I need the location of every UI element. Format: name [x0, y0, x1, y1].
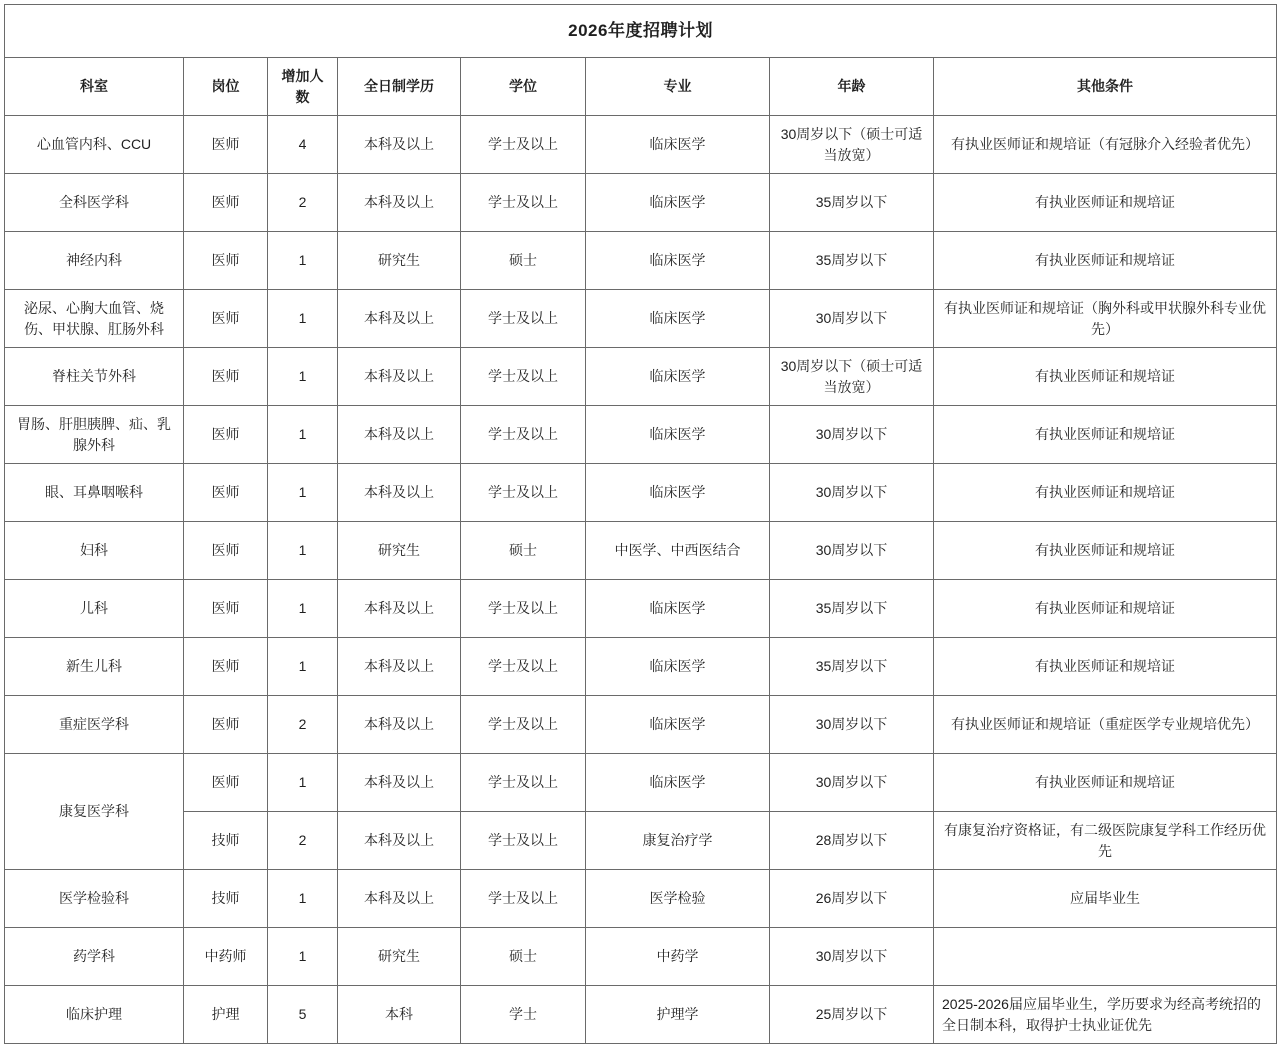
- cell-major: 临床医学: [586, 580, 770, 638]
- cell-degree: 学士及以上: [461, 116, 586, 174]
- cell-other: 有执业医师证和规培证: [934, 754, 1277, 812]
- table-row: [5, 348, 1277, 406]
- column-header-degree: 学位: [461, 58, 586, 116]
- cell-department: 全科医学科: [5, 174, 184, 232]
- cell-major: 临床医学: [586, 754, 770, 812]
- column-header-education: 全日制学历: [338, 58, 461, 116]
- cell-age: 30周岁以下: [770, 290, 934, 348]
- cell-major: 临床医学: [586, 696, 770, 754]
- cell-major: 中药学: [586, 928, 770, 986]
- cell-other: 有执业医师证和规培证（重症医学专业规培优先）: [934, 696, 1277, 754]
- table-row: [5, 696, 1277, 754]
- cell-education: 本科及以上: [338, 174, 461, 232]
- cell-degree: 硕士: [461, 522, 586, 580]
- cell-position: 医师: [184, 754, 268, 812]
- cell-position: 技师: [184, 870, 268, 928]
- cell-headcount: 1: [268, 348, 338, 406]
- cell-education: 本科及以上: [338, 406, 461, 464]
- table-row: [5, 174, 1277, 232]
- cell-age: 30周岁以下: [770, 928, 934, 986]
- cell-department: 儿科: [5, 580, 184, 638]
- cell-degree: 学士及以上: [461, 464, 586, 522]
- cell-headcount: 1: [268, 232, 338, 290]
- cell-age: 30周岁以下: [770, 464, 934, 522]
- cell-headcount: 4: [268, 116, 338, 174]
- cell-education: 本科: [338, 986, 461, 1044]
- cell-education: 本科及以上: [338, 696, 461, 754]
- cell-department: 临床护理: [5, 986, 184, 1044]
- cell-other: 有执业医师证和规培证: [934, 638, 1277, 696]
- cell-major: 中医学、中西医结合: [586, 522, 770, 580]
- cell-age: 30周岁以下: [770, 522, 934, 580]
- cell-position: 医师: [184, 464, 268, 522]
- cell-other: 有执业医师证和规培证（有冠脉介入经验者优先）: [934, 116, 1277, 174]
- cell-age: 25周岁以下: [770, 986, 934, 1044]
- cell-major: 临床医学: [586, 406, 770, 464]
- cell-department: 康复医学科: [5, 754, 184, 870]
- cell-department: 眼、耳鼻咽喉科: [5, 464, 184, 522]
- cell-other: 应届毕业生: [934, 870, 1277, 928]
- cell-position: 医师: [184, 174, 268, 232]
- cell-degree: 学士及以上: [461, 348, 586, 406]
- column-header-position: 岗位: [184, 58, 268, 116]
- cell-age: 30周岁以下: [770, 696, 934, 754]
- cell-major: 临床医学: [586, 174, 770, 232]
- cell-major: 医学检验: [586, 870, 770, 928]
- cell-department: 重症医学科: [5, 696, 184, 754]
- cell-position: 护理: [184, 986, 268, 1044]
- cell-degree: 学士及以上: [461, 696, 586, 754]
- cell-education: 研究生: [338, 928, 461, 986]
- table-row: [5, 290, 1277, 348]
- cell-age: 35周岁以下: [770, 174, 934, 232]
- cell-position: 医师: [184, 696, 268, 754]
- cell-headcount: 1: [268, 638, 338, 696]
- cell-degree: 硕士: [461, 928, 586, 986]
- table-row: [5, 754, 1277, 812]
- cell-education: 本科及以上: [338, 116, 461, 174]
- cell-major: 康复治疗学: [586, 812, 770, 870]
- cell-other: 有康复治疗资格证，有二级医院康复学科工作经历优先: [934, 812, 1277, 870]
- cell-education: 本科及以上: [338, 754, 461, 812]
- cell-headcount: 2: [268, 174, 338, 232]
- cell-age: 35周岁以下: [770, 638, 934, 696]
- column-header-department: 科室: [5, 58, 184, 116]
- table-row: [5, 580, 1277, 638]
- cell-education: 本科及以上: [338, 580, 461, 638]
- cell-headcount: 1: [268, 870, 338, 928]
- cell-position: 医师: [184, 638, 268, 696]
- cell-position: 医师: [184, 580, 268, 638]
- cell-other: 有执业医师证和规培证: [934, 348, 1277, 406]
- column-header-age: 年龄: [770, 58, 934, 116]
- header-row: [5, 58, 1277, 116]
- cell-age: 28周岁以下: [770, 812, 934, 870]
- cell-degree: 学士及以上: [461, 754, 586, 812]
- cell-position: 技师: [184, 812, 268, 870]
- cell-major: 临床医学: [586, 464, 770, 522]
- cell-headcount: 2: [268, 696, 338, 754]
- cell-position: 中药师: [184, 928, 268, 986]
- cell-education: 研究生: [338, 232, 461, 290]
- cell-education: 本科及以上: [338, 812, 461, 870]
- cell-major: 护理学: [586, 986, 770, 1044]
- table-row: [5, 406, 1277, 464]
- cell-major: 临床医学: [586, 638, 770, 696]
- table-title: 2026年度招聘计划: [5, 5, 1277, 58]
- cell-age: 30周岁以下（硕士可适当放宽）: [770, 348, 934, 406]
- cell-degree: 学士及以上: [461, 580, 586, 638]
- cell-age: 30周岁以下（硕士可适当放宽）: [770, 116, 934, 174]
- cell-headcount: 1: [268, 464, 338, 522]
- cell-age: 26周岁以下: [770, 870, 934, 928]
- cell-position: 医师: [184, 290, 268, 348]
- cell-education: 本科及以上: [338, 348, 461, 406]
- cell-degree: 学士及以上: [461, 406, 586, 464]
- cell-position: 医师: [184, 232, 268, 290]
- cell-position: 医师: [184, 522, 268, 580]
- cell-major: 临床医学: [586, 290, 770, 348]
- cell-major: 临床医学: [586, 116, 770, 174]
- title-row: [5, 5, 1277, 58]
- table-row: [5, 870, 1277, 928]
- cell-other: 有执业医师证和规培证: [934, 580, 1277, 638]
- cell-position: 医师: [184, 116, 268, 174]
- cell-department: 神经内科: [5, 232, 184, 290]
- cell-department: 医学检验科: [5, 870, 184, 928]
- cell-degree: 学士及以上: [461, 870, 586, 928]
- cell-headcount: 1: [268, 406, 338, 464]
- cell-education: 本科及以上: [338, 638, 461, 696]
- recruitment-plan-table: [4, 4, 1277, 1044]
- cell-headcount: 1: [268, 580, 338, 638]
- cell-degree: 硕士: [461, 232, 586, 290]
- column-header-other: 其他条件: [934, 58, 1277, 116]
- cell-age: 35周岁以下: [770, 580, 934, 638]
- table-row: [5, 638, 1277, 696]
- cell-position: 医师: [184, 406, 268, 464]
- cell-age: 35周岁以下: [770, 232, 934, 290]
- cell-other: 有执业医师证和规培证: [934, 174, 1277, 232]
- cell-headcount: 1: [268, 754, 338, 812]
- cell-position: 医师: [184, 348, 268, 406]
- cell-degree: 学士: [461, 986, 586, 1044]
- cell-department: 妇科: [5, 522, 184, 580]
- cell-degree: 学士及以上: [461, 638, 586, 696]
- cell-department: 新生儿科: [5, 638, 184, 696]
- table-row: [5, 986, 1277, 1044]
- cell-other: 有执业医师证和规培证: [934, 522, 1277, 580]
- cell-education: 本科及以上: [338, 870, 461, 928]
- cell-department: 心血管内科、CCU: [5, 116, 184, 174]
- column-header-headcount: 增加人数: [268, 58, 338, 116]
- column-header-major: 专业: [586, 58, 770, 116]
- cell-headcount: 1: [268, 290, 338, 348]
- table-row: [5, 232, 1277, 290]
- cell-department: 脊柱关节外科: [5, 348, 184, 406]
- cell-headcount: 1: [268, 522, 338, 580]
- cell-department: 药学科: [5, 928, 184, 986]
- cell-age: 30周岁以下: [770, 406, 934, 464]
- table-row: [5, 116, 1277, 174]
- cell-education: 本科及以上: [338, 464, 461, 522]
- cell-other: [934, 928, 1277, 986]
- cell-degree: 学士及以上: [461, 290, 586, 348]
- table-row: [5, 928, 1277, 986]
- table-row: [5, 812, 1277, 870]
- cell-other: 有执业医师证和规培证: [934, 406, 1277, 464]
- cell-other: 有执业医师证和规培证（胸外科或甲状腺外科专业优先）: [934, 290, 1277, 348]
- cell-education: 本科及以上: [338, 290, 461, 348]
- cell-other: 2025-2026届应届毕业生，学历要求为经高考统招的全日制本科，取得护士执业证优先: [934, 986, 1277, 1044]
- cell-other: 有执业医师证和规培证: [934, 232, 1277, 290]
- cell-other: 有执业医师证和规培证: [934, 464, 1277, 522]
- cell-headcount: 5: [268, 986, 338, 1044]
- cell-degree: 学士及以上: [461, 812, 586, 870]
- cell-headcount: 2: [268, 812, 338, 870]
- cell-headcount: 1: [268, 928, 338, 986]
- table-row: [5, 522, 1277, 580]
- cell-department: 胃肠、肝胆胰脾、疝、乳腺外科: [5, 406, 184, 464]
- cell-age: 30周岁以下: [770, 754, 934, 812]
- cell-degree: 学士及以上: [461, 174, 586, 232]
- cell-education: 研究生: [338, 522, 461, 580]
- table-row: [5, 464, 1277, 522]
- cell-department: 泌尿、心胸大血管、烧伤、甲状腺、肛肠外科: [5, 290, 184, 348]
- cell-major: 临床医学: [586, 232, 770, 290]
- cell-major: 临床医学: [586, 348, 770, 406]
